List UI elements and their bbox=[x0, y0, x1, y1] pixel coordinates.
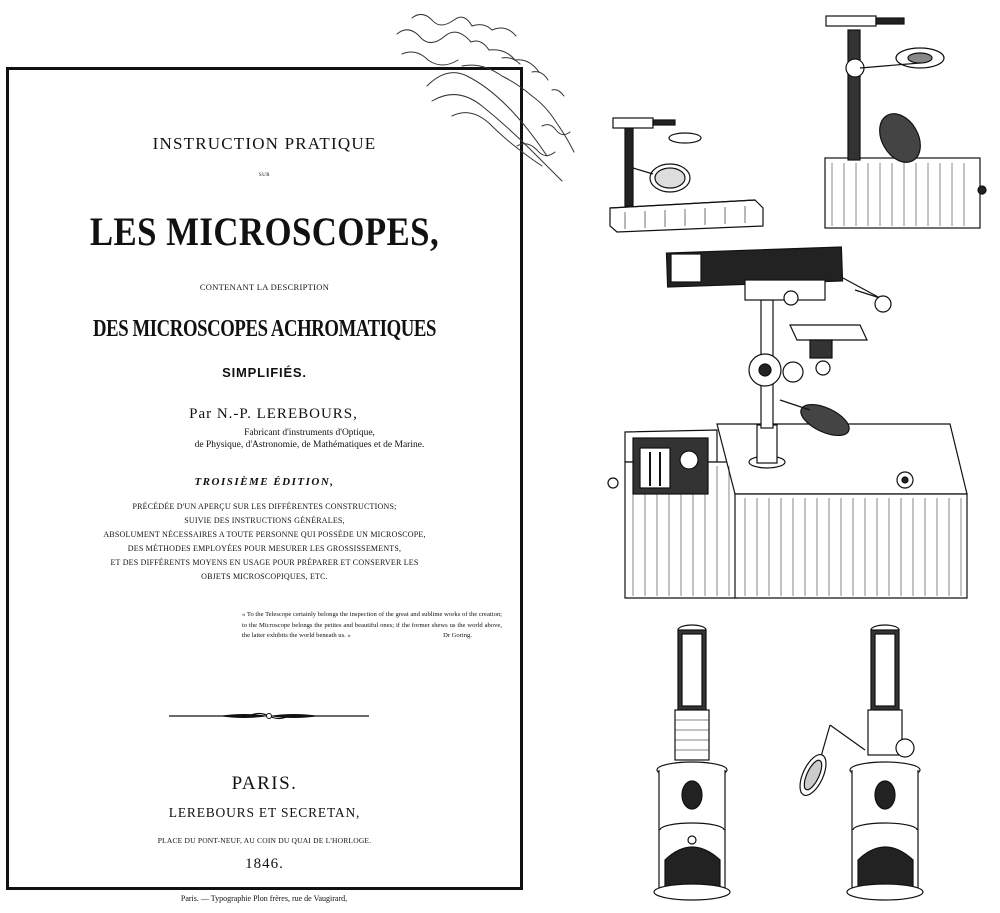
city-label: PARIS. bbox=[231, 773, 298, 794]
microscope-icon bbox=[645, 620, 740, 910]
achromatic-microscope-figure bbox=[605, 240, 973, 602]
preceded-line: SUIVIE DES INSTRUCTIONS GÉNÉRALES, bbox=[184, 516, 345, 525]
small-microscope-figure bbox=[605, 108, 767, 238]
subtitle-intro: CONTENANT LA DESCRIPTION bbox=[199, 282, 330, 292]
publisher-label: LEREBOURS ET SECRETAN, bbox=[168, 805, 361, 820]
author-line: Par N.-P. LEREBOURS, bbox=[189, 406, 358, 422]
epigraph-text: « To the Telescope certainly belongs the inspection of the great and sublime works of the creation; to the Microscope belongs the petites and beautiful ones; if the former shews us the world above, the latter exhibits the world beneath us. » bbox=[242, 611, 502, 639]
handwritten-inscription bbox=[392, 6, 592, 196]
microscope-icon bbox=[795, 620, 945, 910]
preceded-line: DES MÉTHODES EMPLOYÉES POUR MESURER LES GROSSISSEMENTS, bbox=[127, 544, 402, 553]
subtitle-main: DES MICROSCOPES ACHROMATIQUES bbox=[92, 316, 437, 342]
epigraph bbox=[242, 610, 502, 642]
preceded-line: PRÉCÉDÉE D'UN APERÇU SUR LES DIFFÉRENTES CONSTRUCTIONS; bbox=[132, 502, 397, 511]
microscope-icon bbox=[605, 240, 973, 602]
handwriting-icon bbox=[392, 6, 592, 196]
heading-line: INSTRUCTION PRATIQUE bbox=[152, 134, 377, 153]
author-role-line: Fabricant d'instruments d'Optique, bbox=[244, 428, 375, 438]
preceded-line: ET DES DIFFÉRENTS MOYENS EN USAGE POUR PRÉPARER ET CONSERVER LES bbox=[110, 558, 419, 567]
edition-label: TROISIÈME ÉDITION, bbox=[194, 476, 335, 488]
subtitle-end: SIMPLIFIÉS. bbox=[222, 365, 307, 380]
main-title: LES MICROSCOPES, bbox=[89, 209, 440, 254]
ornament-divider-icon bbox=[169, 709, 369, 723]
address-label: PLACE DU PONT-NEUF, AU COIN DU QUAI DE L'HORLOGE. bbox=[157, 836, 372, 845]
simple-microscope-figure bbox=[820, 8, 990, 233]
microscope-icon bbox=[820, 8, 990, 233]
printer-line: Paris. — Typographie Plon frères, rue de Vaugirard, bbox=[180, 894, 348, 903]
drum-microscope-plain-figure bbox=[645, 620, 740, 910]
drum-microscope-mirror-figure bbox=[795, 620, 945, 910]
epigraph-author: Dr Goring. bbox=[443, 632, 472, 639]
preceded-line: ABSOLUMENT NÉCESSAIRES A TOUTE PERSONNE QUI POSSÈDE UN MICROSCOPE, bbox=[103, 530, 426, 539]
connector-word: SUR bbox=[258, 173, 271, 178]
microscope-icon bbox=[605, 108, 767, 238]
preceded-line: OBJETS MICROSCOPIQUES, ETC. bbox=[201, 572, 328, 581]
author-role-line: de Physique, d'Astronomie, de Mathématiques et de Marine. bbox=[194, 440, 425, 450]
year-label: 1846. bbox=[245, 856, 284, 872]
